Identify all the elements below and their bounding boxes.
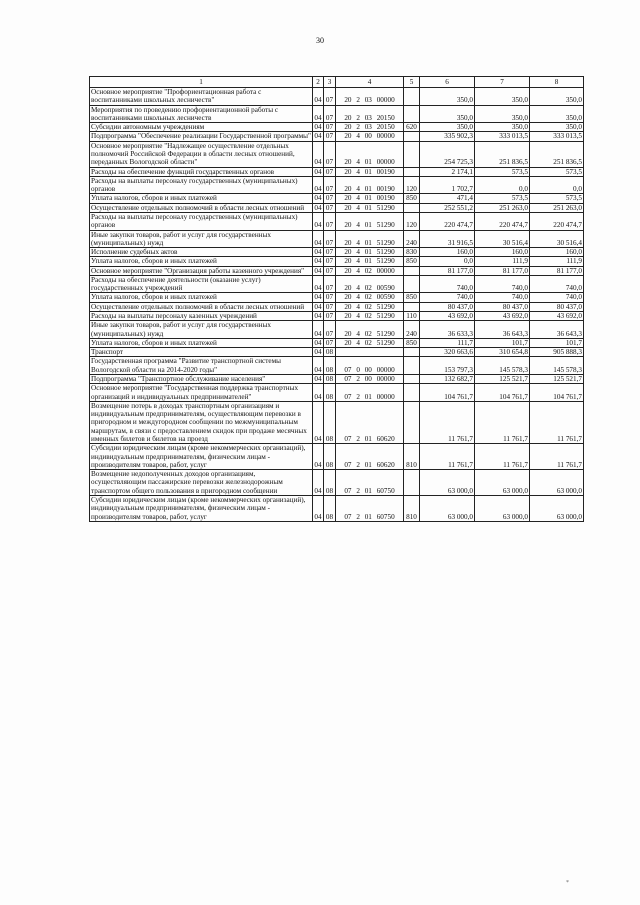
amount-year3-cell: 740,0 — [530, 275, 584, 293]
amount-year2-cell: 160,0 — [475, 248, 530, 257]
amount-year2-cell: 220 474,7 — [475, 212, 530, 230]
amount-year2-cell: 573,5 — [475, 194, 530, 203]
subsection-code-cell: 07 — [324, 338, 336, 347]
subsection-code-cell: 07 — [324, 176, 336, 194]
row-name-cell: Осуществление отдельных полномочий в области лесных отношений — [90, 302, 313, 311]
subsection-code-cell: 08 — [324, 444, 336, 470]
section-code-cell: 04 — [313, 495, 324, 521]
target-article-cell: 20 4 02 51290 — [336, 302, 404, 311]
row-name-cell: Расходы на выплаты персоналу государственных (муниципальных) органов — [90, 176, 313, 194]
expense-type-cell: 810 — [404, 495, 420, 521]
table-row — [90, 230, 584, 248]
expense-type-cell: 850 — [404, 338, 420, 347]
target-article-cell: 20 4 02 51290 — [336, 312, 404, 321]
section-code-cell: 04 — [314, 194, 322, 203]
amount-year3-cell: 350,0 — [530, 88, 584, 106]
amount-year1-cell: 111,7 — [420, 338, 475, 347]
subsection-code-cell: 07 — [324, 248, 336, 257]
expense-type-cell — [404, 348, 420, 357]
amount-year2-cell: 36 643,3 — [475, 321, 530, 339]
amount-year1-cell: 252 551,2 — [420, 203, 475, 212]
header-row — [90, 77, 584, 88]
amount-year2-cell: 350,0 — [475, 88, 530, 106]
expense-type-cell: 240 — [404, 321, 420, 339]
amount-year1-cell: 43 692,0 — [420, 312, 475, 321]
row-name-cell: Расходы на выплаты персоналу государственных (муниципальных) органов — [90, 212, 313, 230]
amount-year2-cell: 43 692,0 — [475, 312, 530, 321]
header-cell: 8 — [530, 77, 584, 88]
target-article-cell: 20 2 03 20150 — [336, 123, 404, 132]
row-name-cell: Транспорт — [90, 348, 313, 357]
amount-year1-cell: 81 177,0 — [420, 266, 475, 275]
expense-type-cell — [404, 105, 420, 123]
amount-year2-cell: 310 654,8 — [475, 348, 530, 357]
expense-type-cell — [404, 266, 420, 275]
table-row — [90, 312, 584, 321]
target-article-cell: 07 0 00 00000 — [336, 357, 404, 375]
section-code-cell: 04 — [314, 203, 322, 212]
table-row — [90, 357, 584, 375]
amount-year3-cell: 350,0 — [530, 105, 584, 123]
amount-year1-cell: 132 682,7 — [420, 375, 475, 384]
page-number: 30 — [316, 36, 324, 45]
amount-year2-cell: 125 521,7 — [475, 375, 530, 384]
table-row — [90, 302, 584, 311]
amount-year1-cell: 2 174,1 — [420, 167, 475, 176]
expense-type-cell: 830 — [404, 248, 420, 257]
target-article-cell: 20 2 03 20150 — [336, 105, 404, 123]
target-article-cell — [336, 348, 404, 357]
section-code-cell: 04 — [314, 302, 322, 311]
amount-year3-cell: 80 437,0 — [530, 302, 584, 311]
table-row — [90, 266, 584, 275]
subsection-code-cell: 08 — [324, 375, 336, 384]
section-code-cell: 04 — [313, 230, 324, 248]
row-name-cell: Государственная программа "Развитие транспортной системы Вологодской области на 2014-2020 годы" — [90, 357, 313, 375]
table-row — [90, 293, 584, 302]
table-row — [90, 338, 584, 347]
section-code-cell: 04 — [314, 257, 322, 266]
amount-year1-cell: 740,0 — [420, 275, 475, 293]
table-row — [90, 348, 584, 357]
header-cell: 1 — [90, 77, 313, 88]
subsection-code-cell: 07 — [324, 105, 336, 123]
subsection-code-cell: 07 — [324, 88, 336, 106]
target-article-cell: 20 4 01 51290 — [336, 230, 404, 248]
amount-year2-cell: 11 761,7 — [475, 401, 530, 443]
row-name-cell: Возмещение потерь в доходах транспортным организациям и индивидуальным предпринимателям, осуществляющим перевозки в пригородном и междугородном сообщении по межмуниципальным маршрутам, в связи с предоставлением скидок при продаже месячных именных билетов и билетов на проезд — [90, 401, 313, 443]
header-cell: 2 — [313, 77, 324, 88]
expense-type-cell — [404, 401, 420, 443]
amount-year2-cell: 251 836,5 — [475, 141, 530, 167]
amount-year2-cell: 63 000,0 — [475, 495, 530, 521]
expense-type-cell — [404, 357, 420, 375]
amount-year1-cell: 31 916,5 — [420, 230, 475, 248]
amount-year2-cell: 251 263,0 — [475, 203, 530, 212]
header-cell: 3 — [324, 77, 336, 88]
row-name-cell: Расходы на обеспечение функций государственных органов — [90, 167, 313, 176]
amount-year2-cell: 145 578,3 — [475, 357, 530, 375]
amount-year1-cell: 320 663,6 — [420, 348, 475, 357]
section-code-cell: 04 — [313, 212, 324, 230]
subsection-code-cell: 07 — [324, 312, 336, 321]
amount-year3-cell: 0,0 — [530, 176, 584, 194]
expense-type-cell: 850 — [404, 293, 420, 302]
amount-year2-cell: 0,0 — [475, 176, 530, 194]
amount-year3-cell: 573,5 — [530, 194, 584, 203]
target-article-cell: 20 4 00 00000 — [336, 132, 404, 141]
amount-year1-cell: 350,0 — [420, 88, 475, 106]
row-name-cell: Иные закупки товаров, работ и услуг для государственных (муниципальных) нужд — [90, 230, 313, 248]
amount-year2-cell: 81 177,0 — [475, 266, 530, 275]
header-cell: 6 — [420, 77, 475, 88]
amount-year1-cell: 220 474,7 — [420, 212, 475, 230]
subsection-code-cell: 07 — [324, 230, 336, 248]
table-row — [90, 132, 584, 141]
subsection-code-cell: 07 — [324, 302, 336, 311]
amount-year3-cell: 350,0 — [530, 123, 584, 132]
table-row — [90, 194, 584, 203]
section-code-cell: 04 — [313, 88, 324, 106]
table-row — [90, 167, 584, 176]
expense-type-cell — [404, 203, 420, 212]
amount-year2-cell: 11 761,7 — [475, 444, 530, 470]
amount-year3-cell: 111,9 — [530, 257, 584, 266]
subsection-code-cell: 08 — [324, 401, 336, 443]
amount-year2-cell: 104 761,7 — [475, 384, 530, 402]
amount-year3-cell: 63 000,0 — [530, 495, 584, 521]
subsection-code-cell: 07 — [324, 141, 336, 167]
row-name-cell: Уплата налогов, сборов и иных платежей — [90, 257, 313, 266]
section-code-cell: 04 — [314, 338, 322, 347]
amount-year3-cell: 145 578,3 — [530, 357, 584, 375]
expense-type-cell: 810 — [404, 444, 420, 470]
table-row — [90, 123, 584, 132]
subsection-code-cell: 08 — [324, 495, 336, 521]
row-name-cell: Уплата налогов, сборов и иных платежей — [90, 194, 313, 203]
table-row — [90, 257, 584, 266]
target-article-cell: 20 4 02 00590 — [336, 293, 404, 302]
row-name-cell: Основное мероприятие "Организация работы казенного учреждения" — [90, 266, 313, 275]
section-code-cell: 04 — [313, 105, 324, 123]
amount-year3-cell: 333 013,5 — [530, 132, 584, 141]
expense-type-cell — [404, 141, 420, 167]
amount-year1-cell: 254 725,3 — [420, 141, 475, 167]
section-code-cell: 04 — [314, 375, 322, 383]
section-code-cell: 04 — [314, 312, 322, 321]
expense-type-cell — [404, 88, 420, 106]
table-row — [90, 105, 584, 123]
subsection-code-cell: 08 — [324, 384, 336, 402]
row-name-cell: Основное мероприятие "Профориентационная работа с воспитанниками школьных лесничеств" — [90, 88, 313, 106]
subsection-code-cell: 07 — [324, 257, 336, 266]
amount-year1-cell: 740,0 — [420, 293, 475, 302]
section-code-cell: 04 — [313, 401, 324, 443]
table-row — [90, 495, 584, 521]
subsection-code-cell: 07 — [324, 132, 336, 141]
subsection-code-cell: 08 — [324, 470, 336, 496]
amount-year1-cell: 335 902,3 — [420, 132, 475, 141]
amount-year3-cell: 573,5 — [530, 167, 584, 176]
row-name-cell: Уплата налогов, сборов и иных платежей — [90, 293, 313, 302]
row-name-cell: Основное мероприятие "Надлежащее осуществление отдельных полномочий Российской Федерации в области лесных отношений, переданных Вологодской области" — [90, 141, 313, 167]
amount-year3-cell: 251 263,0 — [530, 203, 584, 212]
row-name-cell: Субсидии автономным учреждениям — [90, 123, 313, 132]
subsection-code-cell: 07 — [324, 321, 336, 339]
section-code-cell: 04 — [313, 141, 324, 167]
table-row — [90, 212, 584, 230]
target-article-cell: 20 4 01 00190 — [336, 194, 404, 203]
target-article-cell: 20 2 03 00000 — [336, 88, 404, 106]
amount-year1-cell: 350,0 — [420, 123, 475, 132]
subsection-code-cell: 07 — [324, 194, 336, 203]
section-code-cell: 04 — [314, 293, 322, 302]
expense-type-cell — [404, 275, 420, 293]
amount-year1-cell: 160,0 — [420, 248, 475, 257]
amount-year1-cell: 153 797,3 — [420, 357, 475, 375]
header-cell: 7 — [475, 77, 530, 88]
expense-type-cell: 110 — [404, 312, 420, 321]
header-cell: 4 — [336, 77, 404, 88]
section-code-cell: 04 — [314, 348, 322, 357]
corner-mark: * — [566, 880, 569, 886]
subsection-code-cell: 07 — [324, 266, 336, 275]
section-code-cell: 04 — [313, 176, 324, 194]
subsection-code-cell: 07 — [324, 293, 336, 302]
amount-year3-cell: 125 521,7 — [530, 375, 584, 384]
expense-type-cell — [404, 167, 420, 176]
expense-type-cell: 850 — [404, 257, 420, 266]
target-article-cell: 07 2 01 60750 — [336, 470, 404, 496]
target-article-cell: 20 4 01 51290 — [336, 257, 404, 266]
table-row — [90, 321, 584, 339]
amount-year1-cell: 104 761,7 — [420, 384, 475, 402]
section-code-cell: 04 — [314, 167, 322, 176]
table-row — [90, 470, 584, 496]
amount-year2-cell: 30 516,4 — [475, 230, 530, 248]
amount-year3-cell: 905 888,3 — [530, 348, 584, 357]
amount-year2-cell: 350,0 — [475, 105, 530, 123]
subsection-code-cell: 07 — [324, 203, 336, 212]
expense-type-cell — [404, 375, 420, 384]
amount-year1-cell: 63 000,0 — [420, 495, 475, 521]
amount-year2-cell: 573,5 — [475, 167, 530, 176]
table-row — [90, 384, 584, 402]
section-code-cell: 04 — [313, 275, 324, 293]
amount-year1-cell: 80 437,0 — [420, 302, 475, 311]
row-name-cell: Иные закупки товаров, работ и услуг для государственных (муниципальных) нужд — [90, 321, 313, 339]
amount-year3-cell: 251 836,5 — [530, 141, 584, 167]
target-article-cell: 20 4 01 51290 — [336, 203, 404, 212]
target-article-cell: 20 4 02 51290 — [336, 321, 404, 339]
amount-year2-cell: 333 013,5 — [475, 132, 530, 141]
table-row — [90, 141, 584, 167]
subsection-code-cell: 07 — [324, 212, 336, 230]
section-code-cell: 04 — [314, 266, 322, 275]
row-name-cell: Основное мероприятие "Государственная поддержка транспортных организаций и индивидуальных предпринимателей" — [90, 384, 313, 402]
target-article-cell: 07 2 01 60750 — [336, 495, 404, 521]
amount-year2-cell: 740,0 — [475, 275, 530, 293]
amount-year1-cell: 63 000,0 — [420, 470, 475, 496]
target-article-cell: 20 4 02 51290 — [336, 338, 404, 347]
amount-year3-cell: 104 761,7 — [530, 384, 584, 402]
target-article-cell: 07 2 01 60620 — [336, 401, 404, 443]
amount-year1-cell: 350,0 — [420, 105, 475, 123]
target-article-cell: 20 4 02 00000 — [336, 266, 404, 275]
table-row — [90, 176, 584, 194]
amount-year2-cell: 63 000,0 — [475, 470, 530, 496]
amount-year3-cell: 11 761,7 — [530, 401, 584, 443]
row-name-cell: Осуществление отдельных полномочий в области лесных отношений — [90, 203, 313, 212]
expense-type-cell: 240 — [404, 230, 420, 248]
row-name-cell: Расходы на обеспечение деятельности (оказание услуг) государственных учреждений — [90, 275, 313, 293]
subsection-code-cell: 08 — [324, 348, 336, 357]
row-name-cell: Подпрограмма "Обеспечение реализации Государственной программы" — [91, 132, 311, 141]
target-article-cell: 20 4 02 00590 — [336, 275, 404, 293]
amount-year1-cell: 11 761,7 — [420, 444, 475, 470]
expense-type-cell — [404, 470, 420, 496]
amount-year2-cell: 101,7 — [475, 338, 530, 347]
target-article-cell: 07 2 01 60620 — [336, 444, 404, 470]
table-row — [90, 401, 584, 443]
expense-type-cell: 120 — [404, 176, 420, 194]
amount-year3-cell: 63 000,0 — [530, 470, 584, 496]
section-code-cell: 04 — [314, 248, 322, 257]
header-cell: 5 — [404, 77, 420, 88]
row-name-cell: Подпрограмма "Транспортное обслуживание населения" — [90, 375, 313, 384]
row-name-cell: Субсидии юридическим лицам (кроме некоммерческих организаций), индивидуальным предпринимателям, физическим лицам - производителям товаров, работ, услуг — [90, 495, 313, 521]
target-article-cell: 20 4 01 00190 — [336, 167, 404, 176]
row-name-cell: Уплата налогов, сборов и иных платежей — [90, 338, 313, 347]
subsection-code-cell: 07 — [324, 167, 336, 176]
section-code-cell: 04 — [313, 384, 324, 402]
amount-year3-cell: 740,0 — [530, 293, 584, 302]
section-code-cell: 04 — [314, 123, 322, 132]
section-code-cell: 04 — [313, 444, 324, 470]
table-row — [90, 88, 584, 106]
amount-year3-cell: 43 692,0 — [530, 312, 584, 321]
target-article-cell: 20 4 01 00000 — [336, 141, 404, 167]
amount-year2-cell: 80 437,0 — [475, 302, 530, 311]
amount-year1-cell: 1 702,7 — [420, 176, 475, 194]
subsection-code-cell: 07 — [324, 275, 336, 293]
table-row — [90, 275, 584, 293]
target-article-cell: 20 4 01 51290 — [336, 248, 404, 257]
target-article-cell: 07 2 01 00000 — [336, 384, 404, 402]
amount-year3-cell: 11 761,7 — [530, 444, 584, 470]
amount-year1-cell: 0,0 — [420, 257, 475, 266]
section-code-cell: 04 — [313, 357, 324, 375]
row-name-cell: Исполнение судебных актов — [90, 248, 313, 257]
amount-year3-cell: 81 177,0 — [530, 266, 584, 275]
row-name-cell: Расходы на выплаты персоналу казенных учреждений — [90, 312, 313, 321]
amount-year2-cell: 111,9 — [475, 257, 530, 266]
target-article-cell: 07 2 00 00000 — [336, 375, 404, 384]
budget-table — [89, 76, 584, 522]
expense-type-cell — [404, 132, 420, 141]
amount-year2-cell: 740,0 — [475, 293, 530, 302]
table-row — [90, 248, 584, 257]
amount-year3-cell: 30 516,4 — [530, 230, 584, 248]
row-name-cell: Возмещение недополученных доходов организациям, осуществляющим пассажирские перевозки железнодорожным транспортом общего пользования в пригородном сообщении — [90, 470, 313, 496]
table-row — [90, 375, 584, 384]
row-name-cell: Мероприятия по проведению профориентационной работы с воспитанниками школьных лесничеств — [90, 105, 313, 123]
expense-type-cell: 850 — [404, 194, 420, 203]
expense-type-cell: 620 — [404, 123, 420, 132]
amount-year1-cell: 11 761,7 — [420, 401, 475, 443]
amount-year2-cell: 350,0 — [475, 123, 530, 132]
target-article-cell: 20 4 01 51290 — [336, 212, 404, 230]
table-row — [90, 203, 584, 212]
subsection-code-cell: 07 — [324, 123, 336, 132]
section-code-cell: 04 — [314, 132, 322, 141]
amount-year3-cell: 101,7 — [530, 338, 584, 347]
amount-year1-cell: 471,4 — [420, 194, 475, 203]
table-row — [90, 444, 584, 470]
expense-type-cell: 120 — [404, 212, 420, 230]
subsection-code-cell: 08 — [324, 357, 336, 375]
expense-type-cell — [404, 302, 420, 311]
section-code-cell: 04 — [313, 470, 324, 496]
amount-year3-cell: 160,0 — [530, 248, 584, 257]
amount-year3-cell: 220 474,7 — [530, 212, 584, 230]
row-name-cell: Субсидии юридическим лицам (кроме некоммерческих организаций), индивидуальным предпринимателям, физическим лицам - производителям товаров, работ, услуг — [90, 444, 313, 470]
target-article-cell: 20 4 01 00190 — [336, 176, 404, 194]
amount-year1-cell: 36 633,3 — [420, 321, 475, 339]
expense-type-cell — [404, 384, 420, 402]
amount-year3-cell: 36 643,3 — [530, 321, 584, 339]
section-code-cell: 04 — [313, 321, 324, 339]
